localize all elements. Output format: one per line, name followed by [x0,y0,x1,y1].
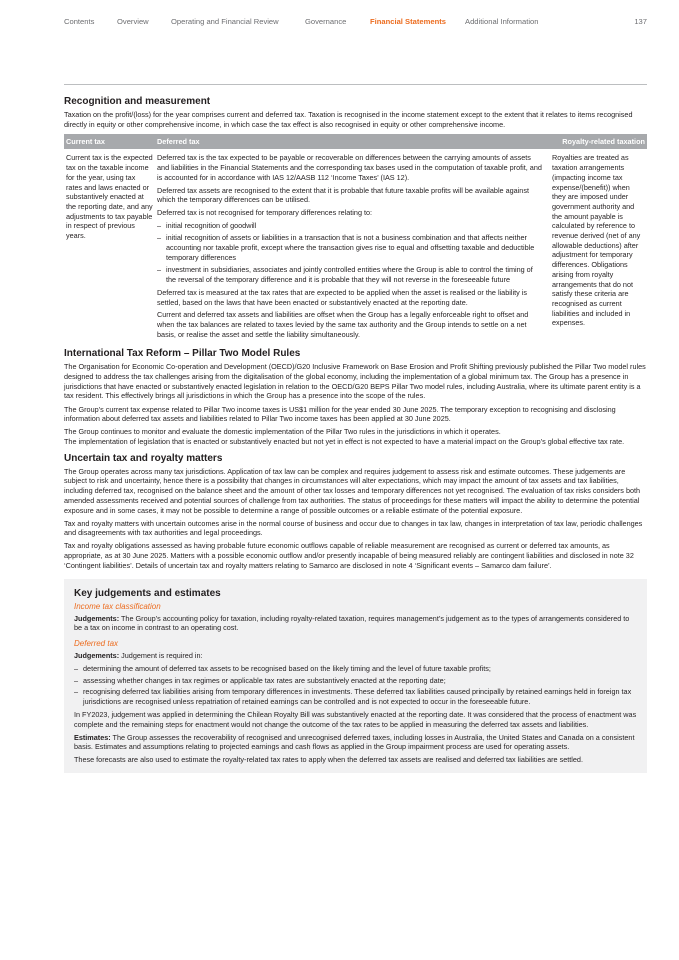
uncertain-para-3: Tax and royalty obligations assessed as having probable future economic outflows capable of reliable measurement are recognised as current or deferred tax amounts, as appropriate, as at 30 June 2025. Matters with a possible economic outflow and/or presently incapable of being measured reliably are contingent liabilities and disclosed in note 32 ‘Contingent liabilities’. Details of uncertain tax and royalty matters relating to Samarco are disclosed in note 4 ‘Significant events – Samarco dam failure’. [64,541,634,570]
list-item: – determining the amount of deferred tax assets to be recognised based on the likely timing and the level of future taxable profits; [74,664,637,674]
nav-link-operating-financial-review[interactable]: Operating and Financial Review [171,17,279,26]
current-tax-cell [64,149,155,342]
uncertain-para-1: The Group operates across many tax jurisdictions. Application of tax law can be complex and requires judgement to assess risk and estimate outcomes. These judgements are subject to risk and uncertainty, hence there is a possibility that changes in circumstances will alter expectations, which may impact the amount of tax assets and tax liabilities, including deferred tax, recognised on the balance sheet and the amount of other tax losses and temporary differences not yet recognised. The evaluation of tax risks considers both amended assessments received and potential sources of challenge from tax authorities. The status of proceedings for these matters will impact the ability to determine the potential exposure and in some cases, it may not be possible to determine a range of possible outcomes or a reliable estimate of the potential exposure. [64,466,641,515]
deferred-tax-heading: Deferred tax [74,638,119,648]
deferred-tax-exclusions-list [157,221,544,285]
royalty-taxation-text: Royalties are treated as taxation arrangements (impacting income tax expense/(benefit)) when they are imposed under government authority and the amount payable is calculated by reference to revenue derived (net of any allowable deductions) after adjustment for temporary differences. Obligations arising from royalty arrangements that do not satisfy these criteria are recognised as current liabilities and included in expenses. [552,153,641,328]
estimates-text: The Group assesses the recoverability of recognised and unrecognised deferred taxes, including losses in Australia, the United States and Canada on a consistent basis. Estimates and assumptions relating to projected earnings and cash flows as applied in the Group impairment process are used for operating assets. [74,732,635,752]
nav-link-overview[interactable]: Overview [117,17,149,26]
list-item: – investment in subsidiaries, associates and jointly controlled entities where the Group is able to control the timing of the reversal of the temporary difference and it is probable that they will not reverse in the foreseeable future [157,265,544,284]
judgements-label: Judgements: [74,613,120,623]
pillar-two-para-1: The Organisation for Economic Co-operation and Development (OECD)/G20 Inclusive Framework on Base Erosion and Profit Shifting previously published the Pillar Two model rules designed to address the tax challenges arising from the digitalisation of the global economy, including the implementation of a global minimum tax. The Group has a presence in jurisdictions that have enacted or substantively enacted legislation in relation to the OECD/G20 BEPS Pillar Two model rules, including Australia, where its ultimate parent entity is a tax resident. This effectively brings all jurisdictions in which the Group has a presence into the scope of the rules. [64,362,646,401]
pillar-two-title: International Tax Reform – Pillar Two Model Rules [64,348,301,360]
deferred-tax-cell [155,149,550,342]
deferred-tax-para-5: Current and deferred tax assets and liabilities are offset when the Group has a legally enforceable right to offset and when the tax balances are related to taxes levied by the same tax authority and the Group intends to settle on a net basis, or realise the asset and settle the liability simultaneously. [157,310,529,339]
nav-link-additional-information[interactable]: Additional Information [465,17,539,26]
nav-link-financial-statements[interactable]: Financial Statements [370,17,446,26]
forecasts-para: These forecasts are also used to estimate the royalty-related tax rates to apply when the deferred tax assets are realised and deferred tax liabilities are settled. [74,755,583,765]
header-divider [64,84,647,85]
nav-link-governance[interactable]: Governance [305,17,347,26]
deferred-tax-para-3: Deferred tax is not recognised for temporary differences relating to: [157,207,373,217]
pillar-two-para-3b: The implementation of legislation that is enacted or substantively enacted but not yet in effect is not expected to have a material impact on the Group’s global effective tax rate. [64,437,625,447]
recognition-title: Recognition and measurement [64,96,211,107]
income-tax-judgement [74,614,637,633]
recognition-intro: Taxation on the profit/(loss) for the year comprises current and deferred tax. Taxation is recognised in the income statement except to the extent that it relates to items recognised directly in equity or other comprehensive income, in which case the tax effect is also recognised in equity or other comprehensive income. [64,110,633,129]
uncertain-title: Uncertain tax and royalty matters [64,452,223,464]
nav-link-contents[interactable]: Contents [64,17,95,26]
header-current-tax: Current tax [64,134,155,149]
judgements-label: Judgements: [74,650,120,660]
royalty-taxation-cell [550,149,647,342]
current-tax-text: Current tax is the expected tax on the taxable income for the year, using tax rates and laws enacted or substantively enacted at the reporting date, and any adjustments to tax payable in respect of previous years. [66,153,153,241]
deferred-tax-para-4: Deferred tax is measured at the tax rates that are expected to be applied when the asset is realised or the liability is settled, based on the laws that have been enacted or substantively enacted at the reporting date. [157,287,527,307]
deferred-tax-judgement [74,651,637,661]
list-item: – initial recognition of goodwill [157,221,544,231]
uncertain-para-2: Tax and royalty matters with uncertain outcomes arise in the normal course of business and occur due to changes in tax law, changes in interpretation of tax law, periodic challenges and disagreements with tax authorities and legal proceedings. [64,518,643,538]
tax-types-table [64,134,647,342]
list-item: – assessing whether changes in tax regimes or applicable tax rates are substantively enacted at the reporting date; [74,676,637,686]
pillar-two-para-3a: The Group continues to monitor and evaluate the domestic implementation of the Pillar Two rules in the jurisdictions in which it operates. [64,427,501,437]
deferred-tax-judgements-list [74,664,637,707]
deferred-tax-para-2: Deferred tax assets are recognised to the extent that it is probable that future taxable profits will be available against which the temporary differences can be utilised. [157,185,529,205]
estimates-para [74,733,637,752]
income-tax-judgement-text: The Group’s accounting policy for taxation, including royalty-related taxation, requires management’s judgement as to the types of arrangements considered to be a tax on income in contrast to an operating cost. [74,613,630,633]
page-number: 137 [634,17,647,26]
deferred-tax-judgement-text: Judgement is required in: [119,650,203,660]
income-tax-classification-heading: Income tax classification [74,601,161,611]
header-deferred-tax: Deferred tax [155,134,550,149]
fy2023-judgement: In FY2023, judgement was applied in determining the Chilean Royalty Bill was substantively enacted at the reporting date. It was considered that the process of enactment was complete and the remaining steps for enactment would not change the outcome of the tax rates to be applied in measuring the deferred tax assets and liabilities. [74,709,637,729]
list-item: – initial recognition of assets or liabilities in a transaction that is not a business combination and that affects neither accounting nor taxable profit, except where the transaction gives rise to equal and offsetting taxable and deductible temporary differences [157,233,544,262]
list-item: – recognising deferred tax liabilities arising from temporary differences in investments. These deferred tax liabilities caused principally by retained earnings held in foreign tax jurisdictions are recognised unless repatriation of retained earnings can be controlled and is not expected to occur in the foreseeable future. [74,687,637,706]
top-navigation [64,17,647,29]
main-content [64,96,647,773]
pillar-two-para-2: The Group’s current tax expense related to Pillar Two income taxes is US$1 million for the year ended 30 June 2025. The temporary exception to recognising and disclosing information about deferred tax assets and liabilities related to Pillar Two income taxes has been applied at 30 June 2025. [64,404,616,424]
header-royalty-taxation: Royalty-related taxation [550,134,647,149]
deferred-tax-para-1: Deferred tax is the tax expected to be payable or recoverable on differences between the carrying amounts of assets and liabilities in the Financial Statements and the corresponding tax bases used in the computation of taxable profit, and is accounted for in accordance with IAS 12/AASB 112 ‘Income Taxes’ (IAS 12). [157,153,542,182]
key-judgements-title: Key judgements and estimates [74,587,221,599]
key-judgements-box [64,579,647,774]
estimates-label: Estimates: [74,732,111,742]
